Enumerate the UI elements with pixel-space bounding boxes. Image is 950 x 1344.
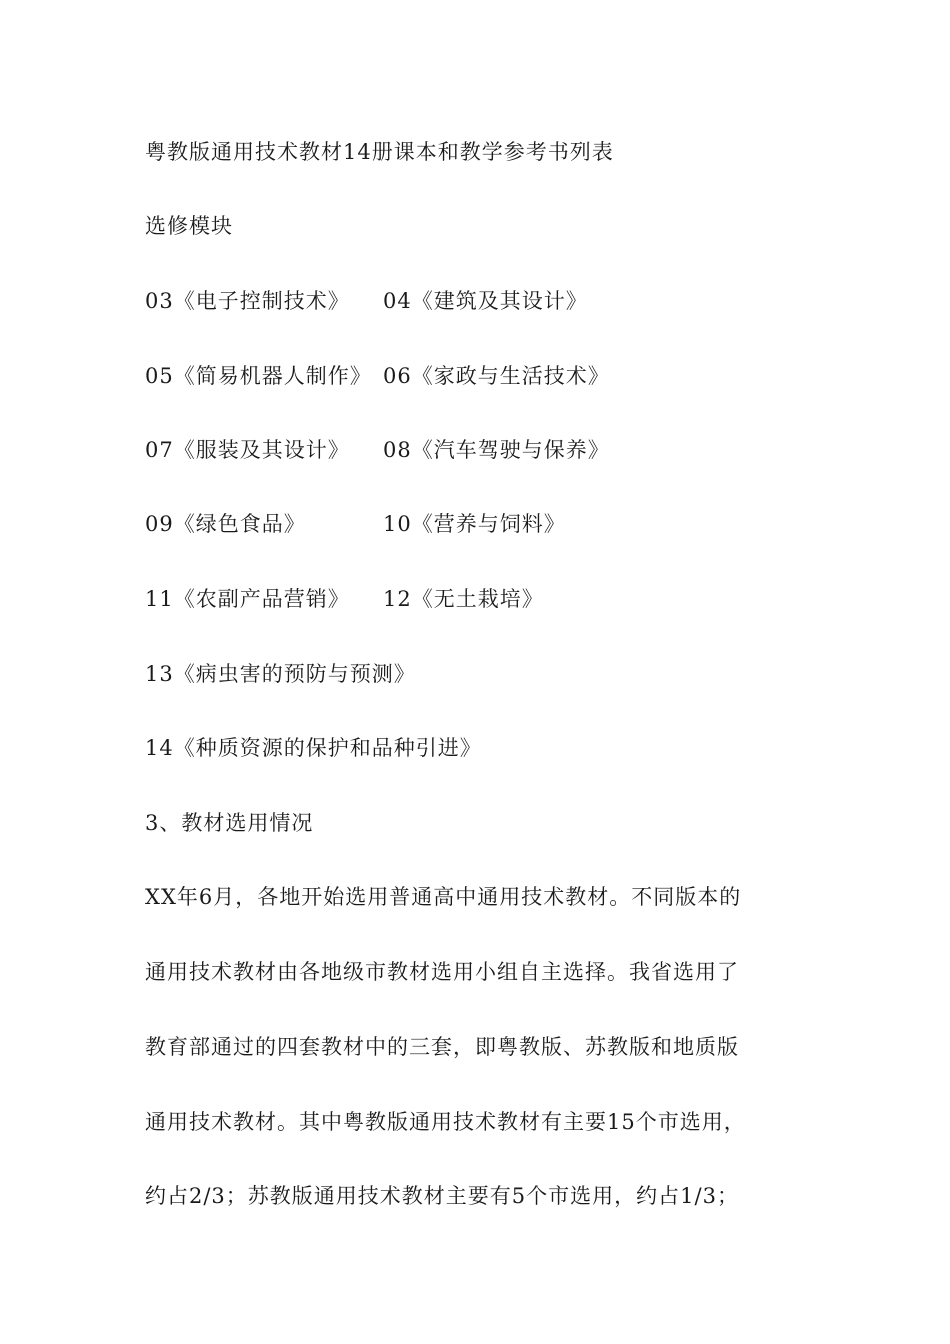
section-heading: 3、教材选用情况 — [145, 811, 314, 835]
book-title: 08《汽车驾驶与保养》 — [383, 438, 610, 462]
paragraph-line: XX年6月，各地开始选用普通高中通用技术教材。不同版本的 — [145, 885, 742, 909]
book-title: 04《建筑及其设计》 — [383, 289, 588, 313]
paragraph-line: 通用技术教材由各地级市教材选用小组自主选择。我省选用了 — [145, 960, 739, 984]
book-title: 05《简易机器人制作》 — [145, 364, 372, 388]
paragraph-line: 教育部通过的四套教材中的三套，即粤教版、苏教版和地质版 — [145, 1035, 739, 1059]
book-title: 10《营养与饲料》 — [383, 512, 566, 536]
section-label: 选修模块 — [145, 214, 233, 238]
book-title: 14《种质资源的保护和品种引进》 — [145, 736, 482, 760]
book-title: 07《服装及其设计》 — [145, 438, 350, 462]
document-title: 粤教版通用技术教材14册课本和教学参考书列表 — [145, 140, 614, 164]
book-title: 06《家政与生活技术》 — [383, 364, 610, 388]
paragraph-line: 通用技术教材。其中粤教版通用技术教材有主要15个市选用， — [145, 1110, 746, 1134]
book-title: 13《病虫害的预防与预测》 — [145, 662, 416, 686]
paragraph-line: 约占2/3；苏教版通用技术教材主要有5个市选用，约占1/3； — [145, 1184, 739, 1208]
book-title: 11《农副产品营销》 — [145, 587, 350, 611]
book-title: 09《绿色食品》 — [145, 512, 306, 536]
book-title: 12《无土栽培》 — [383, 587, 544, 611]
book-title: 03《电子控制技术》 — [145, 289, 350, 313]
